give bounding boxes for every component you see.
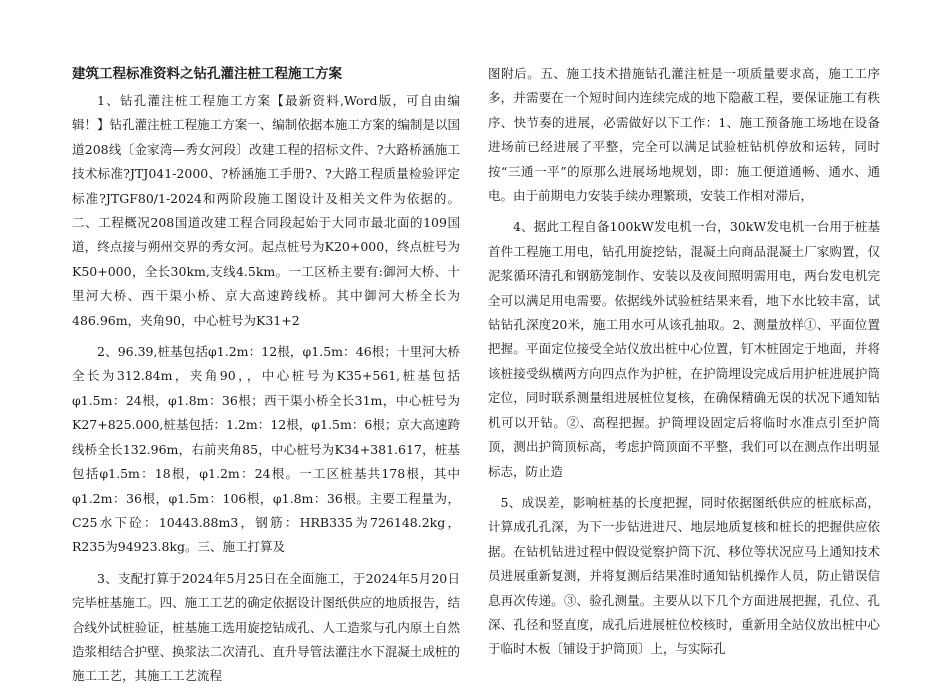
paragraph-2: 2、96.39,桩基包括φ1.2m：12根，φ1.5m：46根；十里河大桥全长为312.84m，夹角90，，中心桩号为K35+561,桩基包括φ1.5m：24根，φ1.8m：36根；西干渠小桥全长31m，中心桩号为K27+825.000,桩基包括：1.2m：12根，φ1.5m：6根；京大高速跨线桥全长132.96m，右前夹角85，中心桩号为K34+381.617，桩基包括φ1.5m：18根，φ1.2m：24根。一工区桩基共178根，其中φ1.2m：36根，φ1.5m：106根，φ1.8m：36根。主要工程量为，C25水下砼：10443.88m3，钢筋：HRB335为726148.2kg，R235为94923.8kg。三、施工打算及: [72, 344, 460, 555]
paragraph-5: 5、成误差，影响桩基的长度把握，同时依据图纸供应的桩底标高，计算成孔孔深，为下一步钻进进尺、地层地质复核和桩长的把握供应依据。在钻机钻进过程中假设觉察护筒下沉、移位等状况应马上通知技术员进展重新复测，并将复测后结果准时通知钻机操作人员，防止错误信息再次传递。③、验孔测量。主要从以下几个方面进展把握，孔位、孔深、孔径和竖直度，成孔后进展桩位校核时，重新用全站仪放出桩中心于临时木板〔铺设于护筒顶〕上，与实际孔: [488, 494, 880, 657]
paragraph-3: 3、支配打算于2024年5月25日在全面施工，于2024年5月20日完毕桩基施工。四、施工工艺的确定依据设计图纸供应的地质报告，结合线外试桩验证，桩基施工选用旋挖钻成孔、人工造浆与孔内原土自然造浆相结合护壁、换浆法二次清孔、直升导管法灌注水下混凝土成桩的施工工艺，其施工工艺流程: [72, 570, 460, 684]
paragraph-4: 4、据此工程自备100kW发电机一台，30kW发电机一台用于桩基首件工程施工用电，钻孔用旋挖钻，混凝土向商品混凝土厂家购置，仅泥浆循环清孔和钢筋笼制作、安装以及夜间照明需用电，两台发电机完全可以满足用电需要。依据线外试验桩结果来看，地下水比较丰富，试钻钻孔深度20米，施工用水可从该孔抽取。2、测量放样①、平面位置把握。平面定位接受全站仪放出桩中心位置，钉木桩固定于地面，并将该桩接受纵横两方向四点作为护桩，在护筒埋设完成后用护桩进展护筒定位，同时联系测量组进展桩位复核，在确保精确无误的状况下通知钻机可以开钻。②、高程把握。护筒埋设固定后将临时水准点引至护筒顶，测出护筒顶标高，考虑护筒顶面不平整，我们可以在测点作出明显标志，防止造: [488, 219, 880, 479]
right-column: [488, 62, 880, 662]
left-column: [72, 62, 460, 696]
document-title: 建筑工程标准资料之钻孔灌注桩工程施工方案: [72, 66, 342, 82]
paragraph-continued: 图附后。五、施工技术措施钻孔灌注桩是一项质量要求高，施工工序多，并需要在一个短时间内连续完成的地下隐蔽工程，要保证施工有秩序、快节奏的进展，必需做好以下工作：1、施工预备施工场地在设备进场前已经进展了平整，完全可以满足试验桩钻机停放和运转，同时按“三通一平”的原那么进展场地规划，即：施工便道通畅、通水、通电。由于前期电力安装手续办理繁琐，安装工作相对滞后，: [488, 66, 880, 204]
paragraph-1: 1、钻孔灌注桩工程施工方案【最新资料,Word版，可自由编辑！】钻孔灌注桩工程施工方案一、编制依据本施工方案的编制是以国道208线〔金家湾—秀女河段〕改建工程的招标文件、?大路桥涵施工技术标准?JTJ041-2000、?桥涵施工手册?、?大路工程质量检验评定标准?JTGF80/1-2024和两阶段施工图设计及相关文件为依据的。二、工程概况208国道改建工程合同段起始于大同市最北面的109国道，终点接与朔州交界的秀女河。起点桩号为K20+000，终点桩号为K50+000，全长30km,支线4.5km。一工区桥主要有:御河大桥、十里河大桥、西干渠小桥、京大高速跨线桥。其中御河大桥全长为486.96m，夹角90，中心桩号为K31+2: [72, 93, 460, 328]
